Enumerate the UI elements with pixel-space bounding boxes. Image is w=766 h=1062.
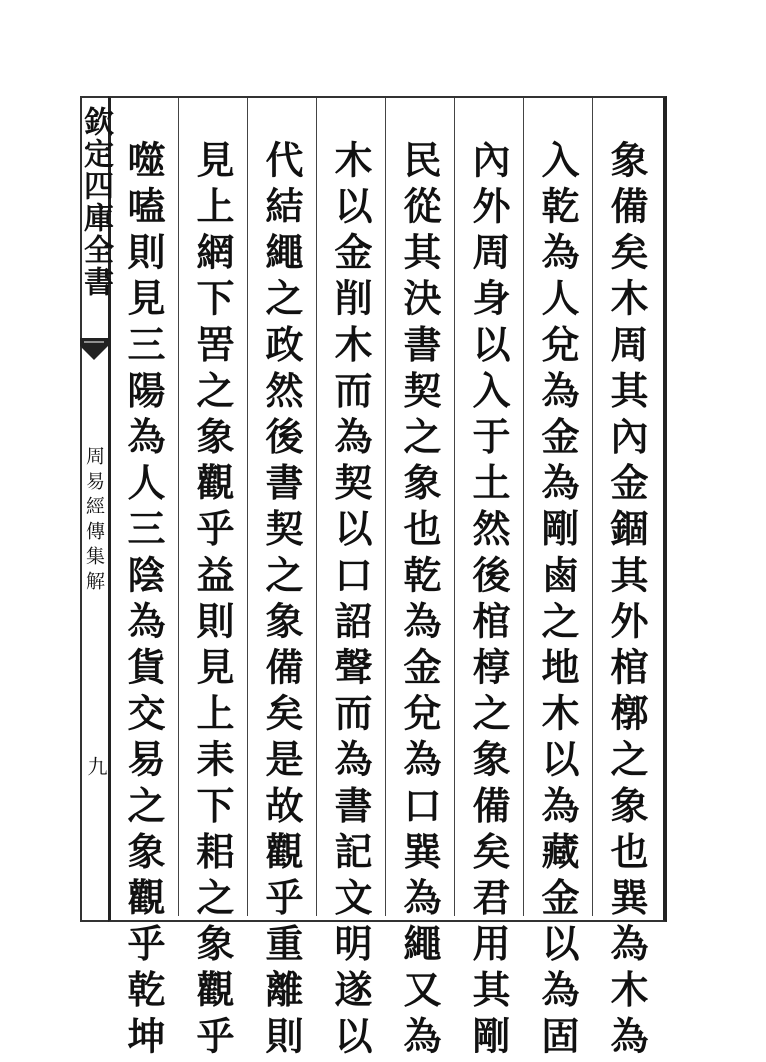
text-column-5: 木以金削木而為契以口詔聲而為書記文明遂以 (328, 140, 373, 1062)
text-column-8: 噬嗑則見三陽為人三陰為貨交易之象觀乎乾坤 (121, 140, 166, 1062)
book-title: 周易經傳集解 (83, 446, 105, 596)
text-column-1: 象備矣木周其內金錮其外棺槨之象也巽為木為 (604, 140, 649, 1062)
column-rule (178, 98, 179, 916)
text-column-2: 入乾為人兌為金為剛鹵之地木以為藏金以為固 (535, 140, 580, 1062)
text-column-3: 內外周身以入于土然後棺椁之象備矣君用其剛 (466, 140, 511, 1062)
column-rule (247, 98, 248, 916)
column-rule (523, 98, 524, 916)
text-column-7: 見上網下罟之象觀乎益則見上耒下耜之象觀乎 (190, 140, 235, 1062)
column-rule (454, 98, 455, 916)
column-rule (385, 98, 386, 916)
text-column-6: 代結繩之政然後書契之象備矣是故觀乎重離則 (259, 140, 304, 1062)
column-rule (592, 98, 593, 916)
column-rule (316, 98, 317, 916)
text-column-4: 民從其決書契之象也乾為金兌為口巽為繩又為 (397, 140, 442, 1062)
collection-title: 欽定四庫全書 (78, 106, 113, 298)
page-number: 九 (84, 756, 108, 776)
fish-tail-icon (80, 338, 108, 360)
